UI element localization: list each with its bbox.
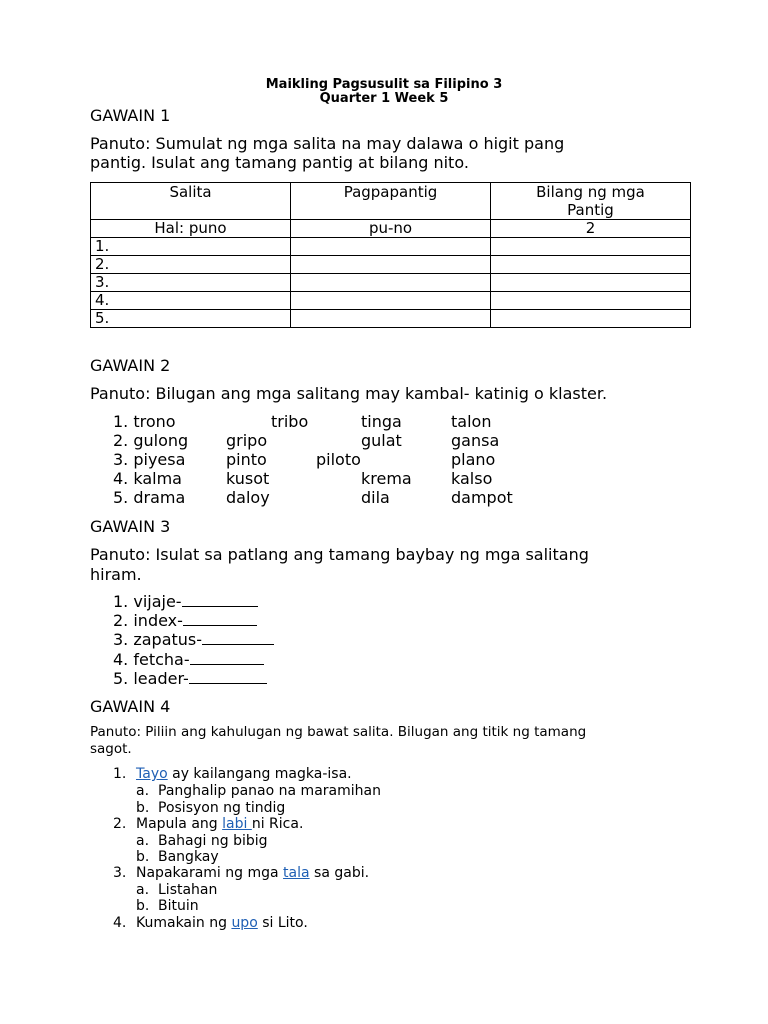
example-salita: Hal: puno	[91, 220, 291, 238]
word-item: 3. piyesa	[113, 450, 186, 469]
word-item: tribo	[271, 412, 309, 431]
spelling-item	[113, 630, 274, 649]
gawain3-heading: GAWAIN 3	[90, 517, 171, 536]
answer-blank[interactable]	[183, 611, 257, 626]
example-pagpapantig: pu-no	[291, 220, 491, 238]
choice-option[interactable]: Bituin	[158, 898, 199, 914]
row-number: 5.	[91, 310, 291, 328]
answer-cell[interactable]	[291, 292, 491, 310]
word-item: daloy	[226, 488, 270, 507]
gawain4-instruction-line1: Panuto: Piliin ang kahulugan ng bawat salita. Bilugan ang titik ng tamang	[90, 724, 587, 740]
word-item: gansa	[451, 431, 500, 450]
gawain1-heading: GAWAIN 1	[90, 106, 171, 125]
answer-cell[interactable]	[291, 274, 491, 292]
item-text: 5. leader-	[113, 669, 189, 688]
answer-blank[interactable]	[202, 630, 274, 645]
table-example-row	[91, 220, 691, 238]
word-item: dampot	[451, 488, 513, 507]
word-item: talon	[451, 412, 492, 431]
vocab-link[interactable]: tala	[283, 865, 310, 881]
question-num: 3.	[113, 865, 127, 881]
question-text: Mapula ang	[136, 816, 223, 832]
gawain1-instruction-line2: pantig. Isulat ang tamang pantig at bilang nito.	[90, 153, 469, 172]
choice-letter: b.	[136, 898, 150, 914]
choice-option[interactable]: Bahagi ng bibig	[158, 833, 268, 849]
table-header-row	[91, 183, 691, 220]
item-text: 4. fetcha-	[113, 650, 190, 669]
answer-blank[interactable]	[190, 650, 264, 665]
gawain4-heading: GAWAIN 4	[90, 697, 171, 716]
header-pagpapantig: Pagpapantig	[291, 183, 491, 220]
table-row	[91, 256, 691, 274]
item-text: 1. vijaje-	[113, 592, 182, 611]
gawain4-instruction-line2: sagot.	[90, 741, 132, 757]
word-item: gripo	[226, 431, 268, 450]
word-item: dila	[361, 488, 390, 507]
word-item: 5. drama	[113, 488, 186, 507]
header-bilang-line2: Pantig	[567, 201, 614, 219]
answer-cell[interactable]	[291, 238, 491, 256]
answer-cell[interactable]	[491, 274, 691, 292]
answer-blank[interactable]	[182, 592, 258, 607]
choice-letter: b.	[136, 800, 150, 816]
choice-option[interactable]: Posisyon ng tindig	[158, 800, 286, 816]
spelling-item	[113, 611, 257, 630]
table-row	[91, 310, 691, 328]
question-num: 4.	[113, 915, 127, 931]
example-bilang: 2	[491, 220, 691, 238]
question-num: 2.	[113, 816, 127, 832]
question-2	[136, 816, 303, 833]
word-item: kalso	[451, 469, 493, 488]
row-number: 1.	[91, 238, 291, 256]
choice-option[interactable]: Bangkay	[158, 849, 219, 865]
worksheet-title: Maikling Pagsusulit sa Filipino 3	[265, 77, 503, 92]
question-text: Napakarami ng mga	[136, 865, 284, 881]
question-text: si Lito.	[257, 915, 308, 931]
question-1	[136, 766, 352, 783]
choice-option[interactable]: Panghalip panao na maramihan	[158, 783, 381, 799]
spelling-item	[113, 669, 267, 688]
table-row	[91, 292, 691, 310]
row-number: 2.	[91, 256, 291, 274]
spelling-item	[113, 592, 258, 611]
item-text: 2. index-	[113, 611, 183, 630]
word-item: 1. trono	[113, 412, 176, 431]
gawain3-instruction-line2: hiram.	[90, 565, 142, 584]
question-num: 1.	[113, 766, 127, 782]
row-number: 4.	[91, 292, 291, 310]
word-item: piloto	[316, 450, 361, 469]
worksheet-subtitle: Quarter 1 Week 5	[319, 91, 449, 106]
vocab-link[interactable]: upo	[231, 915, 258, 931]
word-item: pinto	[226, 450, 267, 469]
header-bilang-line1: Bilang ng mga	[536, 183, 645, 201]
question-text: ni Rica.	[251, 816, 304, 832]
word-item: krema	[361, 469, 412, 488]
pantig-table	[90, 182, 691, 328]
choice-letter: b.	[136, 849, 150, 865]
choice-letter: a.	[136, 833, 150, 849]
item-text: 3. zapatus-	[113, 630, 203, 649]
answer-blank[interactable]	[189, 669, 267, 684]
answer-cell[interactable]	[491, 238, 691, 256]
word-item: 2. gulong	[113, 431, 189, 450]
vocab-link[interactable]: labi	[222, 816, 252, 832]
question-3	[136, 865, 369, 882]
choice-option[interactable]: Listahan	[158, 882, 218, 898]
answer-cell[interactable]	[291, 256, 491, 274]
row-number: 3.	[91, 274, 291, 292]
spelling-item	[113, 650, 264, 669]
word-item: plano	[451, 450, 496, 469]
vocab-link[interactable]: Tayo	[136, 766, 168, 782]
gawain2-instruction: Panuto: Bilugan ang mga salitang may kambal- katinig o klaster.	[90, 384, 608, 403]
word-item: gulat	[361, 431, 402, 450]
question-text: Kumakain ng	[136, 915, 232, 931]
question-text: sa gabi.	[309, 865, 370, 881]
choice-letter: a.	[136, 783, 150, 799]
gawain2-heading: GAWAIN 2	[90, 356, 171, 375]
choice-letter: a.	[136, 882, 150, 898]
answer-cell[interactable]	[491, 292, 691, 310]
table-row	[91, 238, 691, 256]
answer-cell[interactable]	[291, 310, 491, 328]
answer-cell[interactable]	[491, 256, 691, 274]
word-item: tinga	[361, 412, 402, 431]
question-4	[136, 915, 308, 932]
question-text: ay kailangang magka-isa.	[167, 766, 352, 782]
header-bilang	[491, 183, 691, 220]
word-item: kusot	[226, 469, 270, 488]
header-salita: Salita	[91, 183, 291, 220]
gawain1-instruction-line1: Panuto: Sumulat ng mga salita na may dalawa o higit pang	[90, 134, 565, 153]
table-row	[91, 274, 691, 292]
answer-cell[interactable]	[491, 310, 691, 328]
gawain3-instruction-line1: Panuto: Isulat sa patlang ang tamang baybay ng mga salitang	[90, 545, 589, 564]
word-item: 4. kalma	[113, 469, 182, 488]
